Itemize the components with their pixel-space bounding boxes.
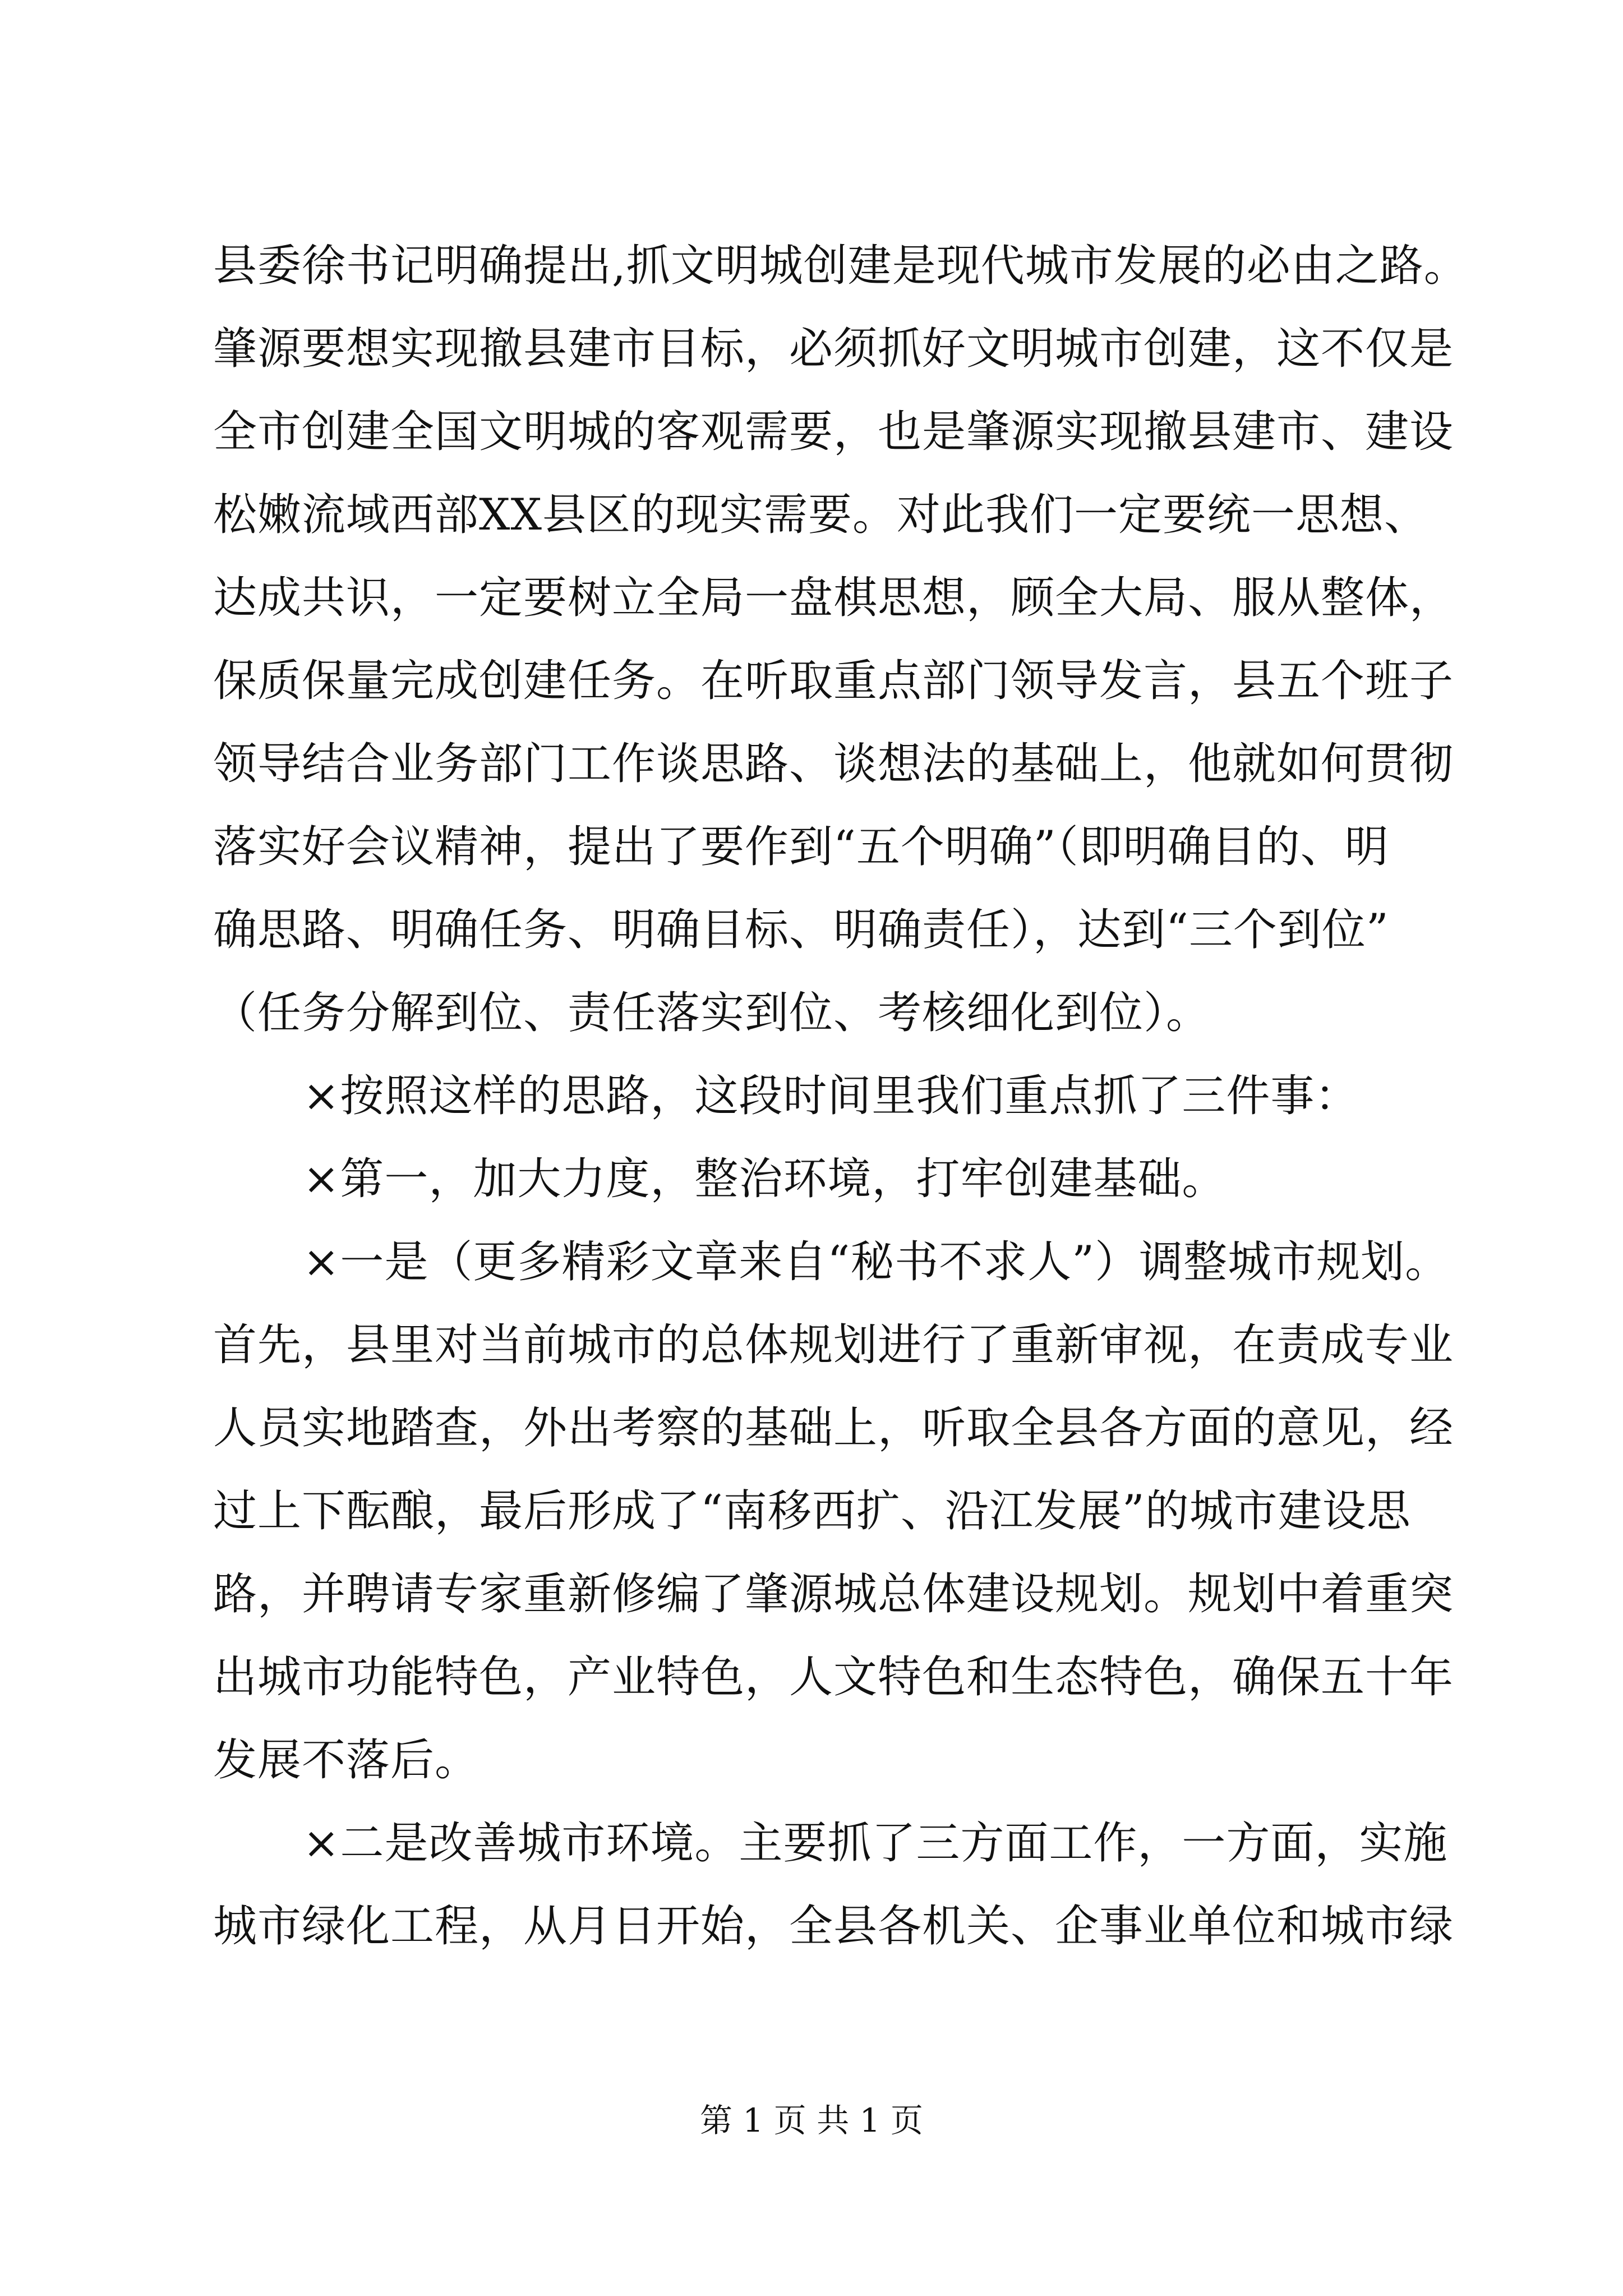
text-line: （任务分解到位、责任落实到位、考核细化到位）。 — [213, 988, 1211, 1038]
text-line: 保质保量完成创建任务。在听取重点部门领导发言，县五个班子 — [213, 656, 1454, 706]
text-line: 首先，县里对当前城市的总体规划进行了重新审视，在责成专业 — [213, 1320, 1454, 1370]
text-line: 城市绿化工程，从月日开始，全县各机关、企事业单位和城市绿 — [213, 1901, 1454, 1952]
text-line: 达成共识，一定要树立全局一盘棋思想，顾全大局、服从整体， — [213, 573, 1454, 623]
text-line: 县委徐书记明确提出,抓文明城创建是现代城市发展的必由之路。 — [213, 241, 1468, 291]
text-line: 确思路、明确任务、明确目标、明确责任），达到“三个到位” — [213, 905, 1389, 955]
text-line: 过上下酝酿，最后形成了“南移西扩、沿江发展”的城市建设思 — [213, 1486, 1411, 1536]
page-footer: 第 1 页 共 1 页 — [700, 2101, 923, 2139]
text-line: 路，并聘请专家重新修编了肇源城总体建设规划。规划中着重突 — [213, 1569, 1454, 1619]
text-line: 肇源要想实现撤县建市目标，必须抓好文明城市创建，这不仅是 — [213, 324, 1454, 374]
document-body — [213, 224, 1468, 1968]
text-line: 全市创建全国文明城的客观需要，也是肇源实现撤县建市、建设 — [213, 407, 1454, 457]
text-line: ×按照这样的思路，这段时间里我们重点抓了三件事： — [303, 1071, 1359, 1121]
text-line: ×二是改善城市环境。主要抓了三方面工作，一方面，实施 — [303, 1818, 1448, 1869]
text-line: 出城市功能特色，产业特色，人文特色和生态特色，确保五十年 — [213, 1652, 1454, 1703]
text-line: 领导结合业务部门工作谈思路、谈想法的基础上，他就如何贯彻 — [213, 739, 1454, 789]
text-line: 落实好会议精神，提出了要作到“五个明确”（即明确目的、明 — [213, 822, 1389, 872]
text-line: 人员实地踏查，外出考察的基础上，听取全县各方面的意见，经 — [213, 1403, 1454, 1453]
text-line: ×一是（更多精彩文章来自“秘书不求人”）调整城市规划。 — [303, 1237, 1450, 1287]
text-line: ×第一，加大力度，整治环境，打牢创建基础。 — [303, 1154, 1227, 1204]
text-line: 发展不落后。 — [213, 1735, 479, 1786]
text-line: 松嫩流域西部XX县区的现实需要。对此我们一定要统一思想、 — [213, 490, 1429, 540]
